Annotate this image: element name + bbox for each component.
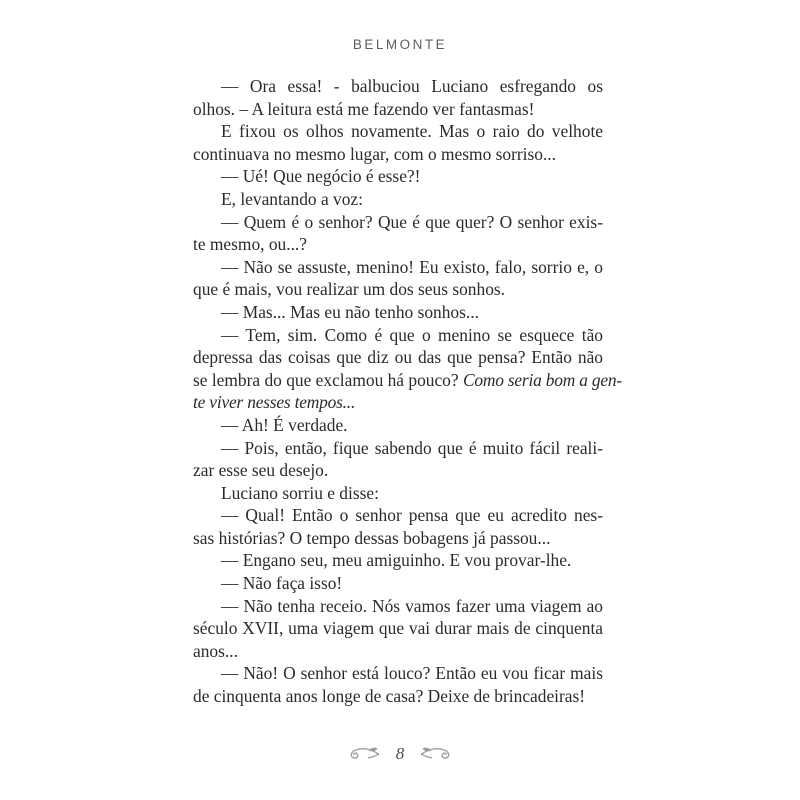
paragraph (193, 504, 603, 549)
text-line (193, 662, 603, 685)
paragraph (193, 414, 603, 437)
text-line (193, 301, 603, 324)
text-line (193, 98, 603, 121)
paragraph (193, 301, 603, 324)
text-line (193, 143, 603, 166)
running-head: BELMONTE (352, 37, 448, 52)
text-line (193, 256, 603, 279)
text-segment: olhos. – A leitura está me fazendo ver fantasmas! (193, 98, 535, 119)
italic-text-segment: te viver nesses tempos... (193, 392, 356, 413)
text-line (193, 414, 603, 437)
text-line (193, 75, 603, 98)
text-line (193, 211, 603, 234)
paragraph (193, 211, 603, 256)
text-line (193, 459, 603, 482)
text-segment: — Não tenha receio. Nós vamos fazer uma viagem ao (221, 595, 603, 616)
text-line (193, 346, 603, 369)
text-segment: anos... (193, 640, 238, 661)
text-segment: — Qual! Então o senhor pensa que eu acredito nes- (221, 505, 603, 526)
flourish-left-icon (344, 746, 380, 761)
text-line (193, 120, 603, 143)
text-column (193, 75, 623, 708)
text-segment: E fixou os olhos novamente. Mas o raio do velhote (221, 121, 603, 142)
paragraph (193, 482, 603, 505)
text-segment: — Não se assuste, menino! Eu existo, falo, sorrio e, o (221, 256, 603, 277)
paragraph (193, 188, 603, 211)
text-segment: — Tem, sim. Como é que o menino se esquece tão (221, 324, 603, 345)
text-line (193, 572, 603, 595)
text-segment: depressa das coisas que diz ou das que pensa? Então não (193, 347, 603, 368)
text-segment: se lembra do que exclamou há pouco? (193, 369, 463, 390)
text-line (193, 482, 603, 505)
paragraph (193, 549, 603, 572)
text-segment: — Ah! É verdade. (221, 414, 348, 435)
paragraph (193, 595, 603, 663)
text-segment: século XVII, uma viagem que vai durar mais de cinquenta (193, 618, 603, 639)
paragraph (193, 256, 603, 301)
paragraph (193, 572, 603, 595)
paragraph (193, 75, 603, 120)
flourish-right-icon (420, 746, 456, 761)
text-segment: — Quem é o senhor? Que é que quer? O senhor exis- (221, 211, 603, 232)
text-segment: — Engano seu, meu amiguinho. E vou provar-lhe. (221, 550, 572, 571)
text-segment: que é mais, vou realizar um dos seus sonhos. (193, 279, 506, 300)
text-line (193, 527, 603, 550)
text-line (193, 233, 603, 256)
text-segment: Luciano sorriu e disse: (221, 482, 379, 503)
italic-text-segment: Como seria bom a gen- (462, 369, 623, 390)
paragraph (193, 165, 603, 188)
text-line (193, 188, 603, 211)
text-line (193, 549, 603, 572)
text-line (193, 617, 603, 640)
text-line (193, 595, 603, 618)
text-line (193, 324, 603, 347)
page-number: 8 (395, 743, 405, 763)
text-segment: te mesmo, ou...? (193, 234, 307, 255)
page-footer (0, 740, 800, 766)
paragraph (193, 437, 603, 482)
text-segment: — Ué! Que negócio é esse?! (221, 166, 421, 187)
paragraph (193, 662, 603, 707)
text-segment: continuava no mesmo lugar, com o mesmo sorriso... (193, 143, 556, 164)
text-line (193, 504, 603, 527)
text-line (193, 165, 603, 188)
text-segment: — Ora essa! - balbuciou Luciano esfregando os (221, 76, 603, 96)
text-segment: zar esse seu desejo. (193, 460, 329, 481)
text-line (193, 640, 603, 663)
text-line (193, 685, 603, 708)
text-segment: — Mas... Mas eu não tenho sonhos... (221, 301, 479, 322)
text-segment: — Não! O senhor está louco? Então eu vou ficar mais (221, 663, 603, 684)
text-line (193, 391, 603, 414)
text-line (193, 437, 603, 460)
text-line (193, 369, 623, 392)
text-segment: — Não faça isso! (221, 573, 343, 594)
text-segment: de cinquenta anos longe de casa? Deixe de brincadeiras! (193, 686, 586, 707)
text-line (193, 278, 603, 301)
text-segment: E, levantando a voz: (221, 188, 363, 209)
text-segment: sas histórias? O tempo dessas bobagens já passou... (193, 527, 551, 548)
paragraph (193, 324, 623, 414)
text-segment: — Pois, então, fique sabendo que é muito fácil reali- (221, 437, 603, 458)
paragraph (193, 120, 603, 165)
